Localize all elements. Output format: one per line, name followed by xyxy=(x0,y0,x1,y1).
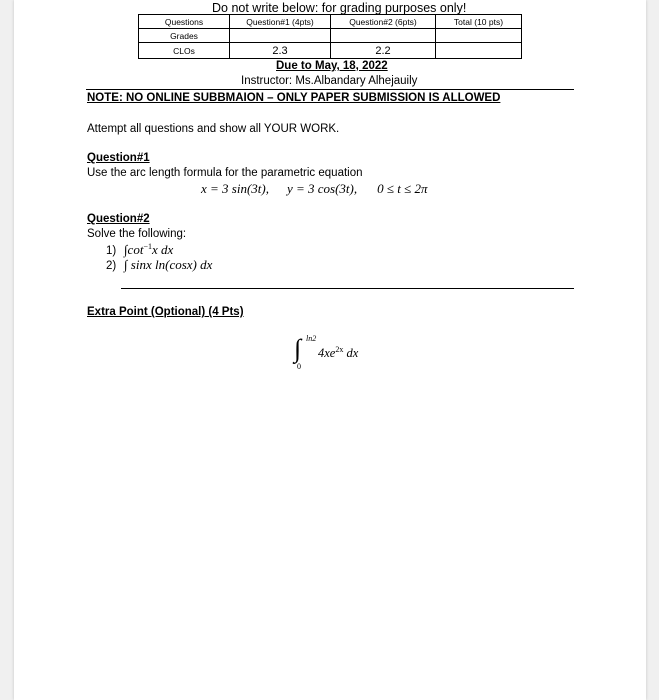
header-total: Total (10 pts) xyxy=(436,15,522,29)
extra-point-title: Extra Point (Optional) (4 Pts) xyxy=(87,306,244,318)
item-expression-tail: x dx xyxy=(151,242,174,257)
divider-bottom xyxy=(121,288,574,289)
item-superscript: −1 xyxy=(143,242,152,251)
document-page xyxy=(14,0,646,700)
integrand-base: 4xe xyxy=(318,346,336,360)
item-number: 2) xyxy=(106,260,117,272)
header-question2: Question#2 (6pts) xyxy=(331,15,436,29)
question1-equation xyxy=(201,181,428,197)
header-questions: Questions xyxy=(139,15,230,29)
integral-lower-limit: 0 xyxy=(297,362,301,371)
item-expression: ∫cot xyxy=(124,242,144,257)
grading-header-row xyxy=(139,15,522,29)
question1-text: Use the arc length formula for the parametric equation xyxy=(87,167,363,179)
equation-y: y = 3 cos(3t), xyxy=(286,181,358,196)
question2-text: Solve the following: xyxy=(87,228,187,240)
divider-top xyxy=(86,89,574,90)
grade-cell-total xyxy=(436,29,522,43)
clo-cell-q1: 2.3 xyxy=(230,43,331,59)
due-prefix: Due to xyxy=(276,60,315,72)
equation-x: x = 3 sin(3t), xyxy=(201,181,269,196)
question2-item xyxy=(106,257,212,273)
equation-range: 0 ≤ t ≤ 2π xyxy=(377,181,428,196)
instructor-line: Instructor: Ms.Albandary Alhejauily xyxy=(241,75,418,87)
grade-cell-q2 xyxy=(331,29,436,43)
due-date xyxy=(276,60,388,72)
due-date-value: May, 18, 2022 xyxy=(314,60,388,72)
instructions-text: Attempt all questions and show all YOUR WORK. xyxy=(87,123,340,135)
integrand xyxy=(318,345,358,361)
grade-cell-q1 xyxy=(230,29,331,43)
integral-upper-limit: ln2 xyxy=(306,334,317,343)
item-expression: ∫ sinx ln(cosx) dx xyxy=(124,257,213,272)
header-question1: Question#1 (4pts) xyxy=(230,15,331,29)
row-label-grades: Grades xyxy=(139,29,230,43)
item-number: 1) xyxy=(106,245,117,257)
question2-title: Question#2 xyxy=(87,213,150,225)
integrand-exponent: 2x xyxy=(335,345,344,354)
question1-title: Question#1 xyxy=(87,152,150,164)
grading-heading: Do not write below: for grading purposes only! xyxy=(212,1,467,15)
clos-row xyxy=(139,43,522,59)
integral-sign: ∫ xyxy=(294,334,302,363)
submission-note: NOTE: NO ONLINE SUBBMAION – ONLY PAPER SUBMISSION IS ALLOWED xyxy=(87,92,501,104)
integrand-dx: dx xyxy=(343,346,359,360)
clo-cell-total xyxy=(436,43,522,59)
grading-table xyxy=(138,14,522,59)
clo-cell-q2: 2.2 xyxy=(331,43,436,59)
grades-row xyxy=(139,29,522,43)
row-label-clos: CLOs xyxy=(139,43,230,59)
question2-item xyxy=(106,242,173,258)
